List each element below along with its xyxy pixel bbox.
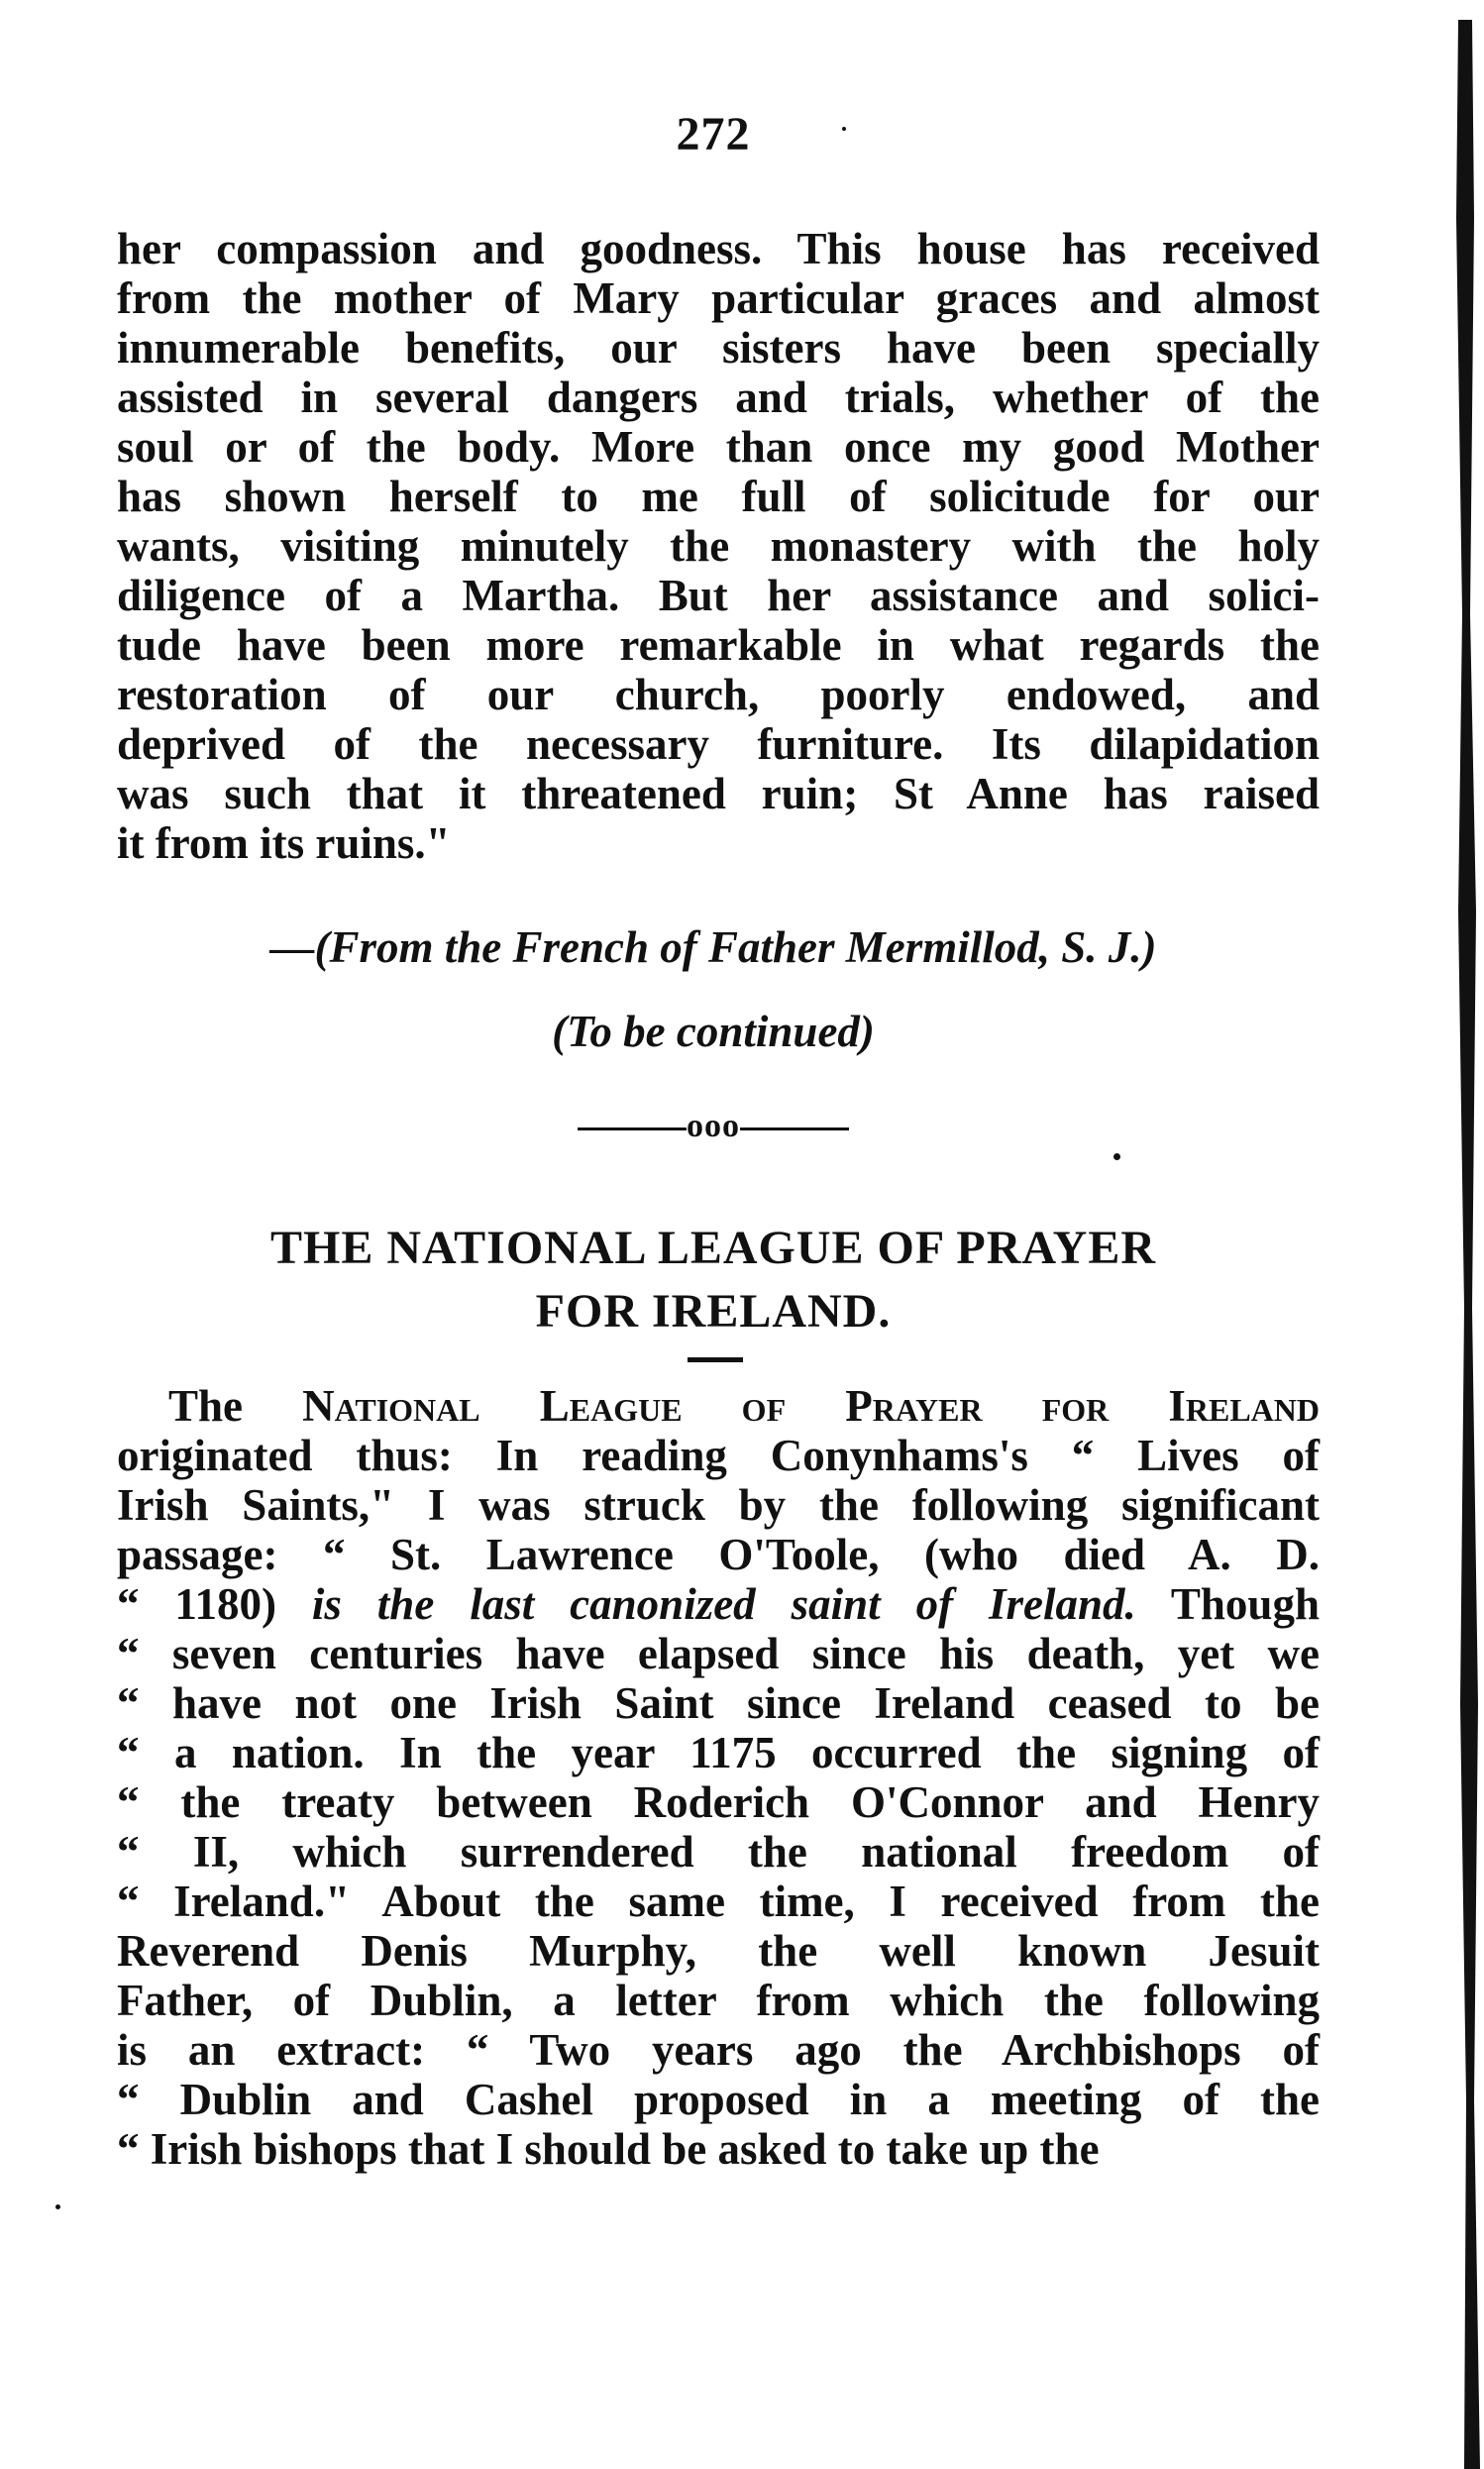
- text-line: innumerable benefits, our sisters have been specially: [117, 323, 1320, 373]
- page-edge-shadow: [1429, 20, 1484, 2469]
- divider-ornament: ooo: [687, 1108, 740, 1144]
- text-run: The: [168, 1381, 303, 1431]
- stray-dot: [55, 2204, 60, 2209]
- text-line: [117, 1381, 1320, 1431]
- text-line: Father, of Dublin, a letter from which the following: [117, 1976, 1320, 2025]
- section-title-line1: THE NATIONAL LEAGUE OF PRAYER: [269, 1222, 1157, 1274]
- text-line: assisted in several dangers and trials, whether of the: [117, 373, 1320, 422]
- league-name: National League of Prayer for Ireland: [302, 1381, 1320, 1431]
- text-line: “ II, which surrendered the national freedom of: [117, 1827, 1320, 1877]
- text-line: is an extract: “ Two years ago the Archbishops of: [117, 2025, 1320, 2075]
- text-line: [117, 1579, 1320, 1629]
- text-line: has shown herself to me full of solicitude for our: [117, 472, 1320, 521]
- stray-dot: [1113, 1153, 1120, 1160]
- page-number: 272: [676, 108, 751, 161]
- text-line: it from its ruins.": [117, 818, 451, 868]
- text-line: “ Irish bishops that I should be asked to take up the: [117, 2124, 1100, 2174]
- paragraph-league: [117, 1381, 1320, 2174]
- text-run: “ 1180): [117, 1579, 312, 1629]
- text-line: Reverend Denis Murphy, the well known Jesuit: [117, 1926, 1320, 1976]
- paragraph-continuation: [117, 224, 1320, 868]
- text-line: her compassion and goodness. This house has received: [117, 224, 1320, 273]
- text-line: diligence of a Martha. But her assistance and solici-: [117, 571, 1320, 620]
- text-line: “ Ireland." About the same time, I received from the: [117, 1877, 1320, 1926]
- text-line: Irish Saints," I was struck by the following significant: [117, 1480, 1320, 1530]
- text-line: from the mother of Mary particular graces and almost: [117, 273, 1320, 323]
- text-line: “ seven centuries have elapsed since his death, yet we: [117, 1629, 1320, 1678]
- text-line: deprived of the necessary furniture. Its dilapidation: [117, 719, 1320, 769]
- text-line: “ a nation. In the year 1175 occurred the signing of: [117, 1728, 1320, 1777]
- text-line: soul or of the body. More than once my good Mother: [117, 422, 1320, 472]
- text-line: “ have not one Irish Saint since Ireland ceased to be: [117, 1678, 1320, 1728]
- text-line: originated thus: In reading Conynhams's “ Lives of: [117, 1431, 1320, 1480]
- text-line: wants, visiting minutely the monastery with the holy: [117, 521, 1320, 571]
- stray-dot: [842, 127, 846, 131]
- section-divider: [0, 1108, 1427, 1145]
- italic-quote: is the last canonized saint of Ireland.: [311, 1579, 1136, 1629]
- attribution: —(From the French of Father Mermillod, S. J.): [269, 922, 1157, 972]
- to-be-continued: (To be continued): [552, 1007, 875, 1056]
- section-title-line2: FOR IRELAND.: [535, 1285, 892, 1338]
- text-line: tude have been more remarkable in what regards the: [117, 620, 1320, 670]
- text-line: “ Dublin and Cashel proposed in a meeting of the: [117, 2075, 1320, 2124]
- text-line: was such that it threatened ruin; St Anne has raised: [117, 769, 1320, 818]
- text-line: restoration of our church, poorly endowed, and: [117, 670, 1320, 719]
- text-run: Though: [1135, 1579, 1320, 1629]
- title-rule: [688, 1357, 743, 1362]
- text-line: passage: “ St. Lawrence O'Toole, (who died A. D.: [117, 1530, 1320, 1579]
- text-line: “ the treaty between Roderich O'Connor and Henry: [117, 1777, 1320, 1827]
